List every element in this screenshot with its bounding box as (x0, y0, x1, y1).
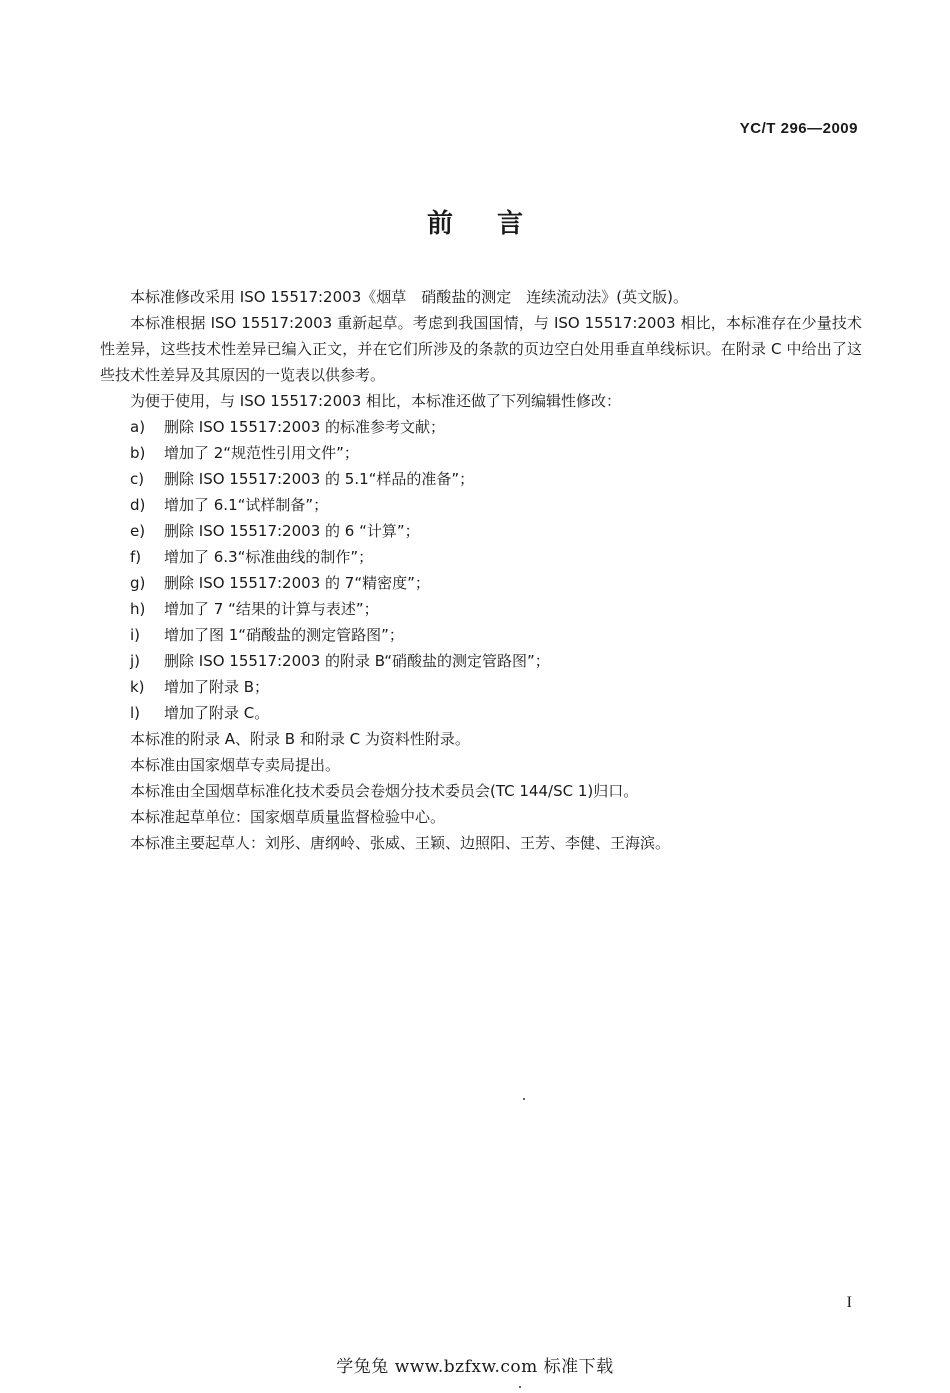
list-item (100, 440, 862, 466)
list-item-text: 增加了 6.1“试样制备”； (164, 496, 329, 514)
list-item-mark: e) (130, 522, 146, 540)
standard-number: YC/T 296—2009 (739, 120, 858, 137)
list-item-text: 增加了附录 B； (164, 678, 270, 696)
editorial-changes-list (100, 414, 862, 726)
list-item-mark: k) (130, 678, 145, 696)
list-item (100, 700, 862, 726)
list-item-text: 删除 ISO 15517:2003 的附录 B“硝酸盐的测定管路图”； (164, 652, 550, 670)
list-item (100, 414, 862, 440)
list-item-text: 增加了 7 “结果的计算与表述”； (164, 600, 379, 618)
list-item-mark: d) (130, 496, 146, 514)
scan-speck (523, 1098, 525, 1100)
page-title: 前言 (426, 209, 567, 239)
list-item-text: 删除 ISO 15517:2003 的 6 “计算”； (164, 522, 420, 540)
list-item-mark: l) (130, 704, 141, 722)
paragraph-differences: 本标准根据 ISO 15517:2003 重新起草。考虑到我国国情，与 ISO 15517:2003 相比，本标准存在少量技术性差异，这些技术性差异已编入正文，并在它们所涉及的条款的页边空白处用垂直单线标识。在附录 C 中给出了这些技术性差异及其原因的一览表以供参考。 (100, 314, 862, 384)
footer-watermark: 学兔兔 www.bzfxw.com 标准下载 (336, 1357, 614, 1377)
list-item-text: 增加了 2“规范性引用文件”； (164, 444, 359, 462)
preface-body (100, 284, 862, 856)
paragraph-committee: 本标准由全国烟草标准化技术委员会卷烟分技术委员会(TC 144/SC 1)归口。 (130, 782, 639, 800)
list-item-mark: h) (130, 600, 146, 618)
list-item-mark: a) (130, 418, 146, 436)
list-item-mark: c) (130, 470, 145, 488)
list-item (100, 492, 862, 518)
list-item (100, 570, 862, 596)
list-item-mark: f) (130, 548, 142, 566)
paragraph-drafting-unit: 本标准起草单位：国家烟草质量监督检验中心。 (130, 808, 446, 826)
list-item-mark: b) (130, 444, 146, 462)
list-item-mark: j) (130, 652, 141, 670)
paragraph-drafters: 本标准主要起草人：刘彤、唐纲岭、张威、王颖、边照阳、王芳、李健、王海滨。 (130, 834, 671, 852)
list-item-text: 删除 ISO 15517:2003 的 7“精密度”； (164, 574, 430, 592)
list-item-text: 增加了 6.3“标准曲线的制作”； (164, 548, 374, 566)
list-item (100, 596, 862, 622)
list-item-mark: g) (130, 574, 146, 592)
page-number: I (846, 1294, 852, 1311)
list-item (100, 674, 862, 700)
paragraph-adoption: 本标准修改采用 ISO 15517:2003《烟草 硝酸盐的测定 连续流动法》(英文版)。 (130, 288, 688, 306)
list-item-mark: i) (130, 626, 141, 644)
list-item-text: 删除 ISO 15517:2003 的标准参考文献； (164, 418, 446, 436)
scan-speck (519, 1386, 521, 1388)
paragraph-editorial-intro: 为便于使用，与 ISO 15517:2003 相比，本标准还做了下列编辑性修改： (130, 392, 622, 410)
list-item-text: 增加了图 1“硝酸盐的测定管路图”； (164, 626, 404, 644)
list-item (100, 518, 862, 544)
list-item (100, 544, 862, 570)
paragraph-annexes: 本标准的附录 A、附录 B 和附录 C 为资料性附录。 (130, 730, 470, 748)
list-item (100, 622, 862, 648)
list-item (100, 466, 862, 492)
list-item-text: 删除 ISO 15517:2003 的 5.1“样品的准备”； (164, 470, 475, 488)
paragraph-proposer: 本标准由国家烟草专卖局提出。 (130, 756, 341, 774)
list-item (100, 648, 862, 674)
list-item-text: 增加了附录 C。 (164, 704, 270, 722)
